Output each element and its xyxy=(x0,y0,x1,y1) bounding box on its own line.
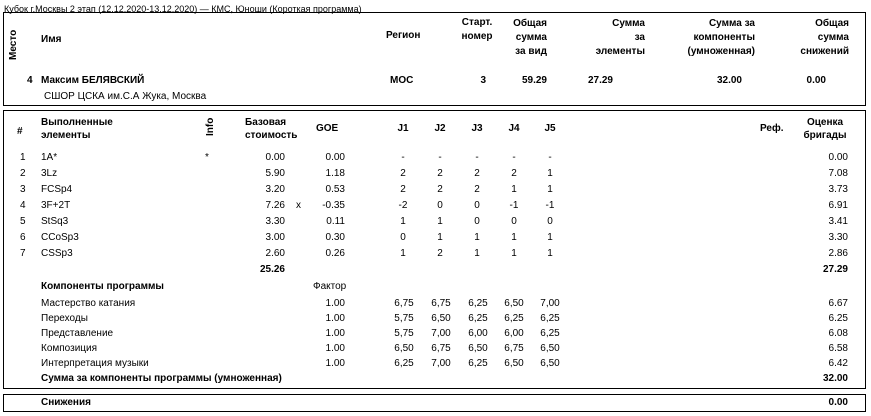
total-header: Общая сумма за вид xyxy=(513,18,547,57)
deductions-header: Общая сумма снижений xyxy=(800,18,849,57)
skater-total: 59.29 xyxy=(521,75,547,86)
event-title: Кубок г.Москвы 2 этап (12.12.2020-13.12.2020) — КМС, Юноши (Короткая программа) xyxy=(4,4,362,14)
j3-header: J3 xyxy=(471,123,483,134)
tes-header: Сумма за элементы xyxy=(595,18,645,57)
deductions-label: Снижения xyxy=(41,397,91,408)
list-item: Интерпретация музыки 1.00 6,25 7,00 6,25 6,50 6,50 6.42 xyxy=(41,358,848,369)
table-row: 2 3Lz 5.90 1.18 2 2 2 2 1 7.08 xyxy=(20,168,848,179)
components-total-score: 32.00 xyxy=(822,373,848,384)
j2-header: J2 xyxy=(434,123,446,134)
skater-name: Максим БЕЛЯВСКИЙ xyxy=(41,75,145,86)
list-item: Мастерство катания 1.00 6,75 6,75 6,25 6,50 7,00 6.67 xyxy=(41,298,848,309)
table-row: 6 CCoSp3 3.00 0.30 0 1 1 1 1 3.30 xyxy=(20,232,848,243)
components-total-label: Сумма за компоненты программы (умноженная) xyxy=(41,373,282,384)
components-header: Компоненты программы xyxy=(41,281,164,292)
skater-club: СШОР ЦСКА им.С.А Жука, Москва xyxy=(44,91,207,102)
factor-header: Фактор xyxy=(313,281,347,292)
deductions-box xyxy=(3,394,866,412)
skater-start-no: 3 xyxy=(480,75,486,86)
j5-header: J5 xyxy=(544,123,556,134)
table-row: 4 3F+2T 7.26 x -0.35 -2 0 0 -1 -1 6.91 xyxy=(20,200,848,211)
pcs-header: Сумма за компоненты (умноженная) xyxy=(687,18,755,57)
table-row: 1 1A* * 0.00 0.00 - - - - - 0.00 xyxy=(20,152,848,163)
base-header: Базовая стоимость xyxy=(245,117,298,141)
info-header: Info xyxy=(205,117,216,136)
table-row: 3 FCSp4 3.20 0.53 2 2 2 1 1 3.73 xyxy=(20,184,848,195)
deductions-score: 0.00 xyxy=(828,397,848,408)
list-item: Переходы 1.00 5,75 6,50 6,25 6,25 6,25 6.25 xyxy=(41,313,848,324)
skater-region: МОС xyxy=(390,75,414,86)
table-row: 5 StSq3 3.30 0.11 1 1 0 0 0 3.41 xyxy=(20,216,848,227)
region-header: Регион xyxy=(386,30,421,41)
ref-header: Реф. xyxy=(760,123,784,134)
list-item: Представление 1.00 5,75 7,00 6,00 6,00 6,25 6.08 xyxy=(41,328,848,339)
name-header: Имя xyxy=(41,34,62,45)
skater-ded: 0.00 xyxy=(806,75,826,86)
list-item: Композиция 1.00 6,50 6,75 6,50 6,75 6,50 6.58 xyxy=(41,343,848,354)
start-no-header: Старт. номер xyxy=(461,17,493,42)
base-value-total: 25.26 xyxy=(259,264,285,275)
skater-pcs: 32.00 xyxy=(716,75,742,86)
panel-header: Оценка бригады xyxy=(803,117,847,141)
skater-rank: 4 xyxy=(27,75,33,86)
j1-header: J1 xyxy=(397,123,409,134)
table-row: 7 CSSp3 2.60 0.26 1 2 1 1 1 2.86 xyxy=(20,248,848,259)
j4-header: J4 xyxy=(508,123,520,134)
num-header: # xyxy=(17,126,23,137)
skater-tes: 27.29 xyxy=(587,75,613,86)
executed-header: Выполненные элементы xyxy=(41,117,113,141)
place-header: Место xyxy=(8,29,19,60)
goe-header: GOE xyxy=(316,123,339,134)
elements-score-total: 27.29 xyxy=(822,264,848,275)
